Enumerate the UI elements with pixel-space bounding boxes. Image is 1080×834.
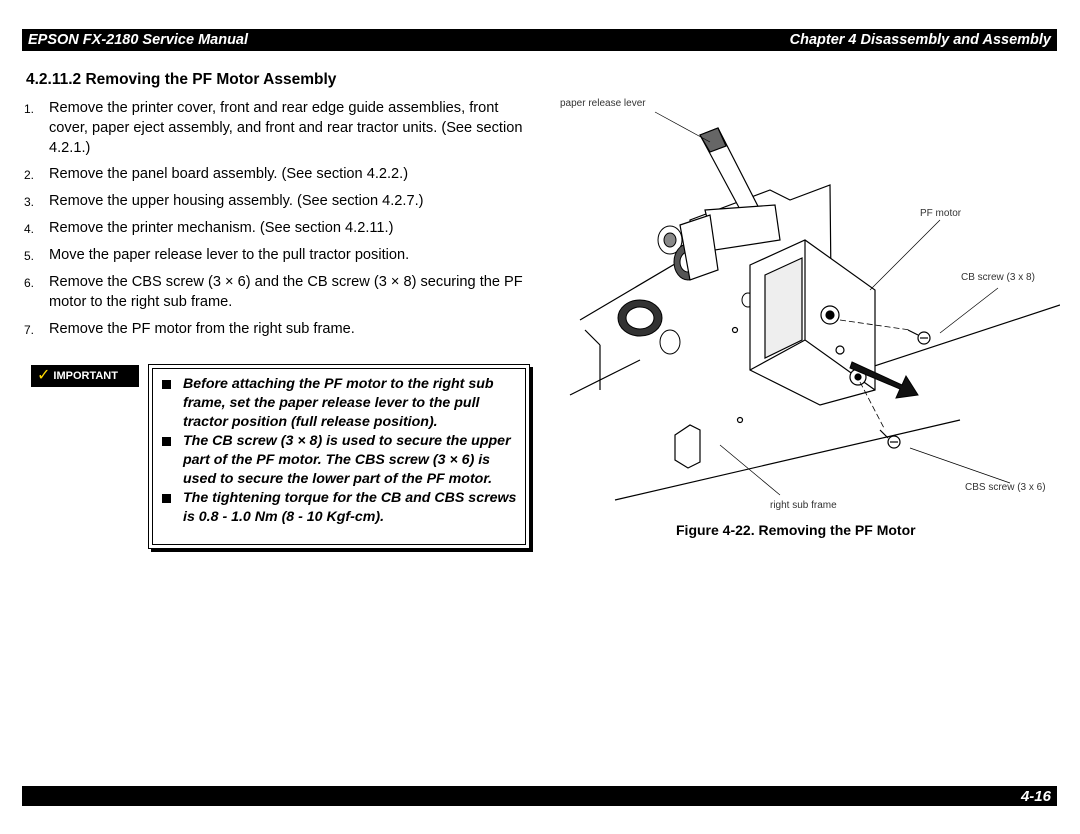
pf-motor-drawing <box>750 240 875 405</box>
important-box-inner <box>152 368 526 545</box>
checkmark-icon: ✓ <box>37 367 51 384</box>
square-bullet-icon <box>162 494 171 503</box>
page-number: 4-16 <box>1020 787 1051 805</box>
figure-caption: Figure 4-22. Removing the PF Motor <box>676 522 916 538</box>
important-label: IMPORTANT <box>53 370 118 382</box>
step-item <box>24 272 529 312</box>
step-text: Move the paper release lever to the pull tractor position. <box>49 247 410 263</box>
step-number: 2. <box>24 168 35 182</box>
step-number: 5. <box>24 249 35 263</box>
square-bullet-icon <box>162 380 171 389</box>
step-text: Remove the CBS screw (3 × 6) and the CB screw (3 × 8) securing the PF motor to the right sub frame. <box>49 274 523 310</box>
cbs-screw-icon <box>880 430 900 448</box>
page-footer <box>22 786 1057 806</box>
manual-title: EPSON FX-2180 Service Manual <box>28 32 249 48</box>
label-right-sub-frame: right sub frame <box>770 500 837 511</box>
label-cbs-screw: CBS screw (3 x 6) <box>965 482 1046 493</box>
important-box <box>148 364 530 549</box>
pf-motor-diagram <box>540 90 1060 515</box>
step-item <box>24 164 529 184</box>
step-item <box>24 191 529 211</box>
step-text: Remove the printer cover, front and rear edge guide assemblies, front cover, paper eject assembly, and front and rear tractor units. (See section 4.2.1.) <box>49 100 523 156</box>
square-bullet-icon <box>162 437 171 446</box>
section-title: 4.2.11.2 Removing the PF Motor Assembly <box>26 71 337 88</box>
important-tag <box>31 365 139 387</box>
step-number: 7. <box>24 323 35 337</box>
step-number: 4. <box>24 222 35 236</box>
label-cb-screw: CB screw (3 x 8) <box>961 272 1035 283</box>
step-number: 6. <box>24 276 35 290</box>
step-item <box>24 245 529 265</box>
step-text: Remove the printer mechanism. (See section 4.2.11.) <box>49 220 394 236</box>
step-number: 1. <box>24 102 35 116</box>
label-pf-motor: PF motor <box>920 208 962 219</box>
chapter-title: Chapter 4 Disassembly and Assembly <box>789 32 1051 48</box>
step-text: Remove the panel board assembly. (See section 4.2.2.) <box>49 166 409 182</box>
step-text: Remove the PF motor from the right sub frame. <box>49 321 355 337</box>
paper-release-lever-drawing <box>680 128 780 280</box>
step-item <box>24 98 529 158</box>
procedure-steps <box>24 98 529 339</box>
important-item <box>159 489 521 527</box>
important-item-text: The CB screw (3 × 8) is used to secure the upper part of the PF motor. The CBS screw (3 × 6) is used to secure the lower part of the PF motor. <box>183 433 511 487</box>
important-item-text: The tightening torque for the CB and CBS screws is 0.8 - 1.0 Nm (8 - 10 Kgf-cm). <box>183 490 517 525</box>
important-item <box>159 375 521 432</box>
step-number: 3. <box>24 195 35 209</box>
important-item <box>159 432 521 489</box>
page-header <box>22 29 1057 51</box>
important-item-text: Before attaching the PF motor to the right sub frame, set the paper release lever to the pull tractor position (full release position). <box>183 376 494 430</box>
step-text: Remove the upper housing assembly. (See section 4.2.7.) <box>49 193 424 209</box>
step-item <box>24 218 529 238</box>
label-paper-release-lever: paper release lever <box>560 98 646 109</box>
step-item <box>24 319 529 339</box>
cb-screw-icon <box>908 330 930 344</box>
